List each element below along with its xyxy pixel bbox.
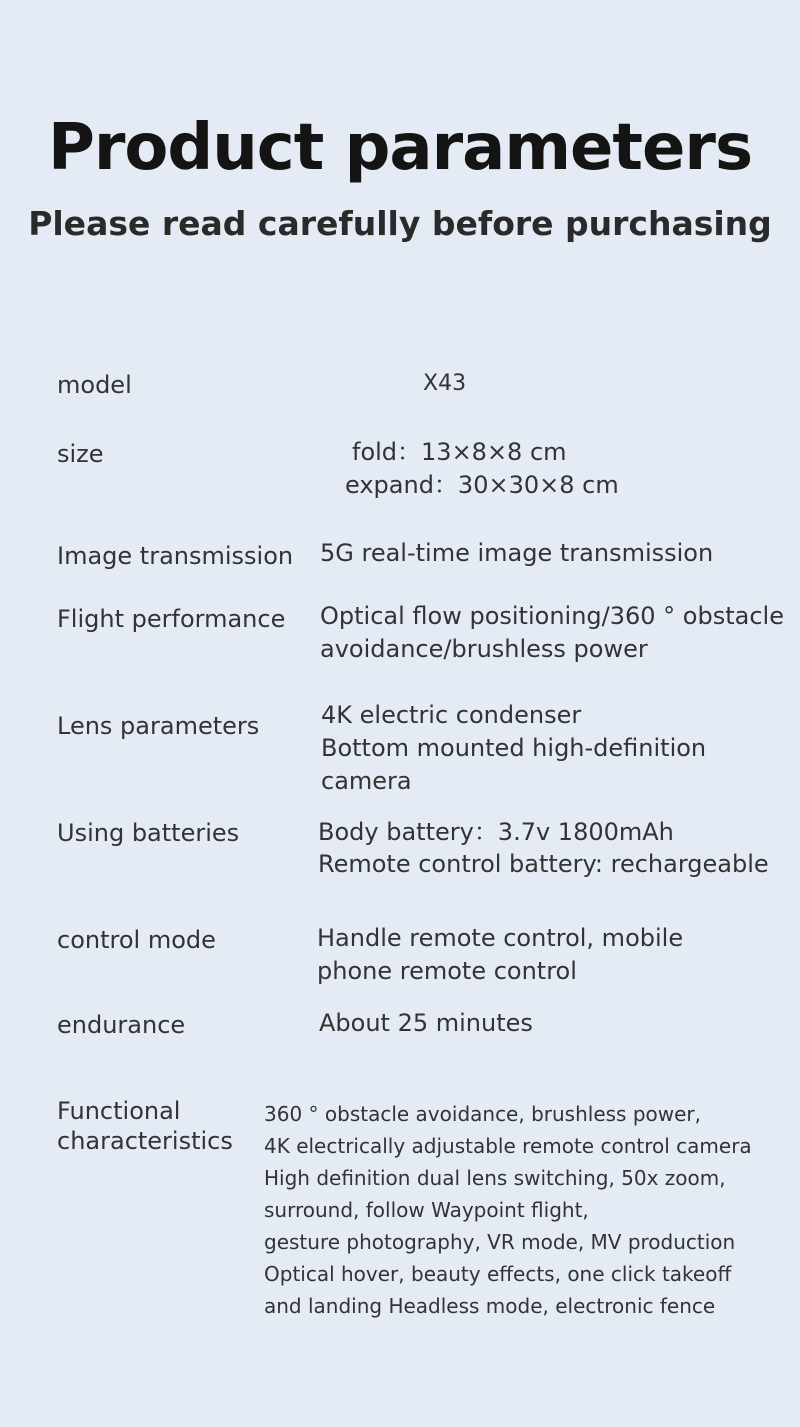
page-title: Product parameters	[47, 111, 753, 185]
param-label-lens-parameters: Lens parameters	[57, 712, 260, 740]
param-label-flight-performance: Flight performance	[57, 605, 286, 633]
param-value-control-mode: Handle remote control, mobile phone remote control	[317, 924, 684, 985]
param-label-model: model	[57, 371, 132, 399]
param-label-endurance: endurance	[57, 1011, 186, 1039]
param-value-flight-performance: Optical flow positioning/360 ° obstacle avoidance/brushless power	[320, 602, 784, 663]
param-value-model: X43	[423, 371, 467, 396]
param-label-image-transmission: Image transmission	[57, 542, 294, 570]
param-value-lens-parameters: 4K electric condenser Bottom mounted high-definition camera	[321, 701, 707, 795]
param-label-using-batteries: Using batteries	[57, 819, 240, 847]
param-value-using-batteries: Body battery：3.7v 1800mAh Remote control battery: rechargeable	[318, 818, 769, 878]
param-value-endurance: About 25 minutes	[319, 1009, 533, 1037]
page-subtitle: Please read carefully before purchasing	[28, 204, 772, 243]
param-value-size-expand: expand：30×30×8 cm	[345, 471, 619, 499]
param-value-image-transmission: 5G real-time image transmission	[320, 539, 714, 567]
param-value-functional-characteristics: 360 ° obstacle avoidance, brushless power, 4K electrically adjustable remote control camera High definition dual lens switching, 50x zoom, surround, follow Waypoint flight, gesture photography, VR mode, MV production Optical hover, beauty effects, one click takeoff and landing Headless mode, electronic fence	[264, 1102, 752, 1318]
param-label-functional-characteristics: Functional characteristics	[57, 1097, 233, 1155]
param-value-size-fold: fold：13×8×8 cm	[352, 438, 567, 466]
param-label-control-mode: control mode	[57, 926, 216, 954]
param-label-size: size	[57, 440, 104, 468]
